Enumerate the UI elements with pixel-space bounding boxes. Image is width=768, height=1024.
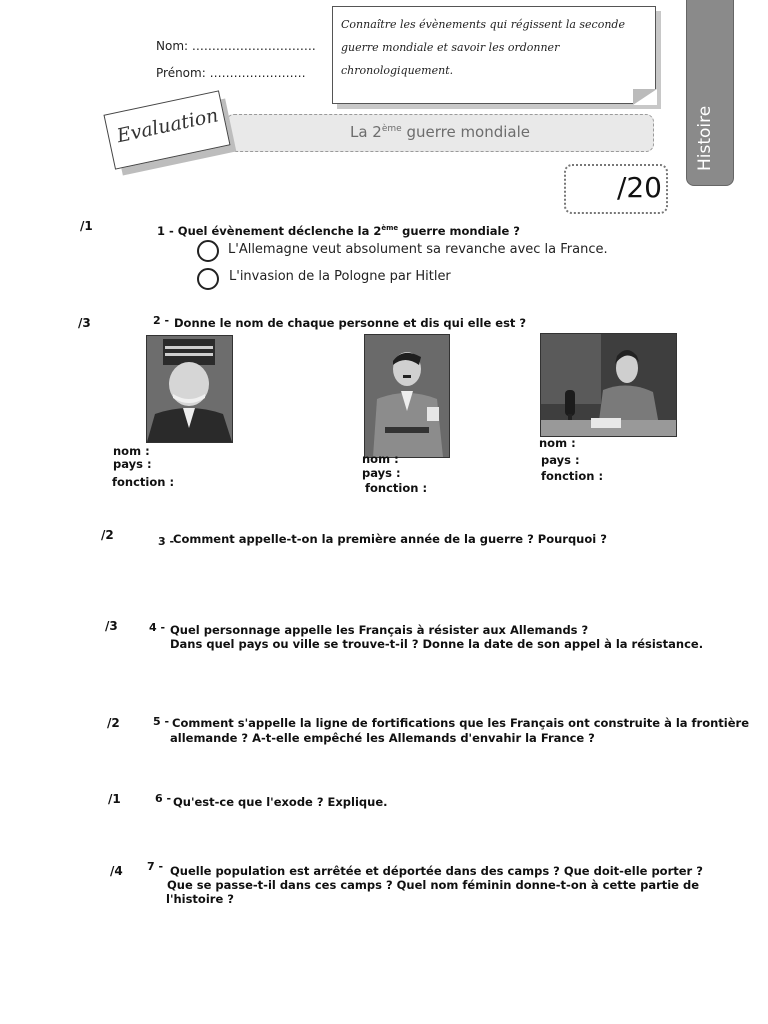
q1-points: /1 — [80, 219, 93, 233]
q2-photo2-pays: pays : — [362, 466, 401, 480]
q2-photo3-fonction: fonction : — [541, 469, 604, 483]
evaluation-label: Evaluation — [114, 104, 221, 148]
q4-number: 4 - — [149, 621, 166, 634]
subject-label: Histoire — [695, 105, 715, 171]
q5-number: 5 - — [153, 715, 170, 728]
objective-text: Connaître les évènements qui régissent la seconde guerre mondiale et savoir les ordonner chronologiquement. — [341, 18, 625, 77]
q3-text: Comment appelle-t-on la première année de la guerre ? Pourquoi ? — [173, 532, 607, 546]
q2-photo1-nom: nom : — [113, 444, 150, 458]
q6-points: /1 — [108, 792, 121, 806]
q1-option-2-radio[interactable] — [197, 268, 219, 290]
q2-number: 2 - — [153, 314, 170, 327]
q2-photo1-pays: pays : — [113, 457, 152, 471]
portrait-photo-3 — [540, 333, 677, 437]
q5-text-line1: Comment s'appelle la ligne de fortifications que les Français ont construite à la frontière — [172, 716, 750, 730]
q1-option-1-radio[interactable] — [197, 240, 219, 262]
objective-note — [332, 6, 656, 104]
portrait-photo-2 — [364, 334, 450, 458]
q5-text-line2: allemande ? A-t-elle empêché les Allemands d'envahir la France ? — [170, 731, 595, 745]
q7-text-line2: Que se passe-t-il dans ces camps ? Quel nom féminin donne-t-on à cette partie de — [167, 878, 700, 892]
nom-field[interactable]: Nom: …………………………. — [156, 39, 316, 53]
q5-points: /2 — [107, 716, 120, 730]
q6-number: 6 - — [155, 792, 172, 805]
evaluation-card — [103, 90, 230, 169]
score-total: /20 — [616, 171, 662, 204]
q2-photo2-nom: nom : — [362, 452, 399, 466]
q2-photo3-pays: pays : — [541, 453, 580, 467]
q7-points: /4 — [110, 864, 123, 878]
q2-photo2-fonction: fonction : — [365, 481, 428, 495]
q2-points: /3 — [78, 316, 91, 330]
portrait-photo-1 — [146, 335, 233, 443]
subject-tab — [686, 0, 734, 186]
q4-text-line1: Quel personnage appelle les Français à résister aux Allemands ? — [170, 623, 589, 637]
q6-text: Qu'est-ce que l'exode ? Explique. — [173, 795, 388, 809]
q7-number: 7 - — [147, 860, 164, 873]
q1-number: 1 - — [157, 223, 174, 238]
q2-photo1-fonction: fonction : — [112, 475, 175, 489]
prenom-field[interactable]: Prénom: …………………… — [156, 66, 306, 80]
q7-text-line3: l'histoire ? — [166, 892, 234, 906]
q3-points: /2 — [101, 528, 114, 542]
q7-text-line1: Quelle population est arrêtée et déportée dans des camps ? Que doit-elle porter ? — [170, 864, 703, 878]
q1-option-2-label: L'invasion de la Pologne par Hitler — [229, 269, 451, 284]
q1-option-1-label: L'Allemagne veut absolument sa revanche avec la France. — [228, 242, 608, 257]
q3-number: 3 - — [158, 535, 175, 548]
title-band — [226, 114, 654, 152]
q4-text-line2: Dans quel pays ou ville se trouve-t-il ? Donne la date de son appel à la résistance. — [170, 637, 704, 651]
q4-points: /3 — [105, 619, 118, 633]
q2-text: Donne le nom de chaque personne et dis qui elle est ? — [174, 316, 527, 330]
page-fold-decoration — [633, 89, 657, 105]
worksheet-title: La 2ème guerre mondiale — [349, 123, 531, 141]
q2-photo3-nom: nom : — [539, 436, 576, 450]
q1-text: 1 - Quel évènement déclenche la 2ème guerre mondiale ? — [157, 223, 520, 238]
score-box — [564, 164, 668, 214]
